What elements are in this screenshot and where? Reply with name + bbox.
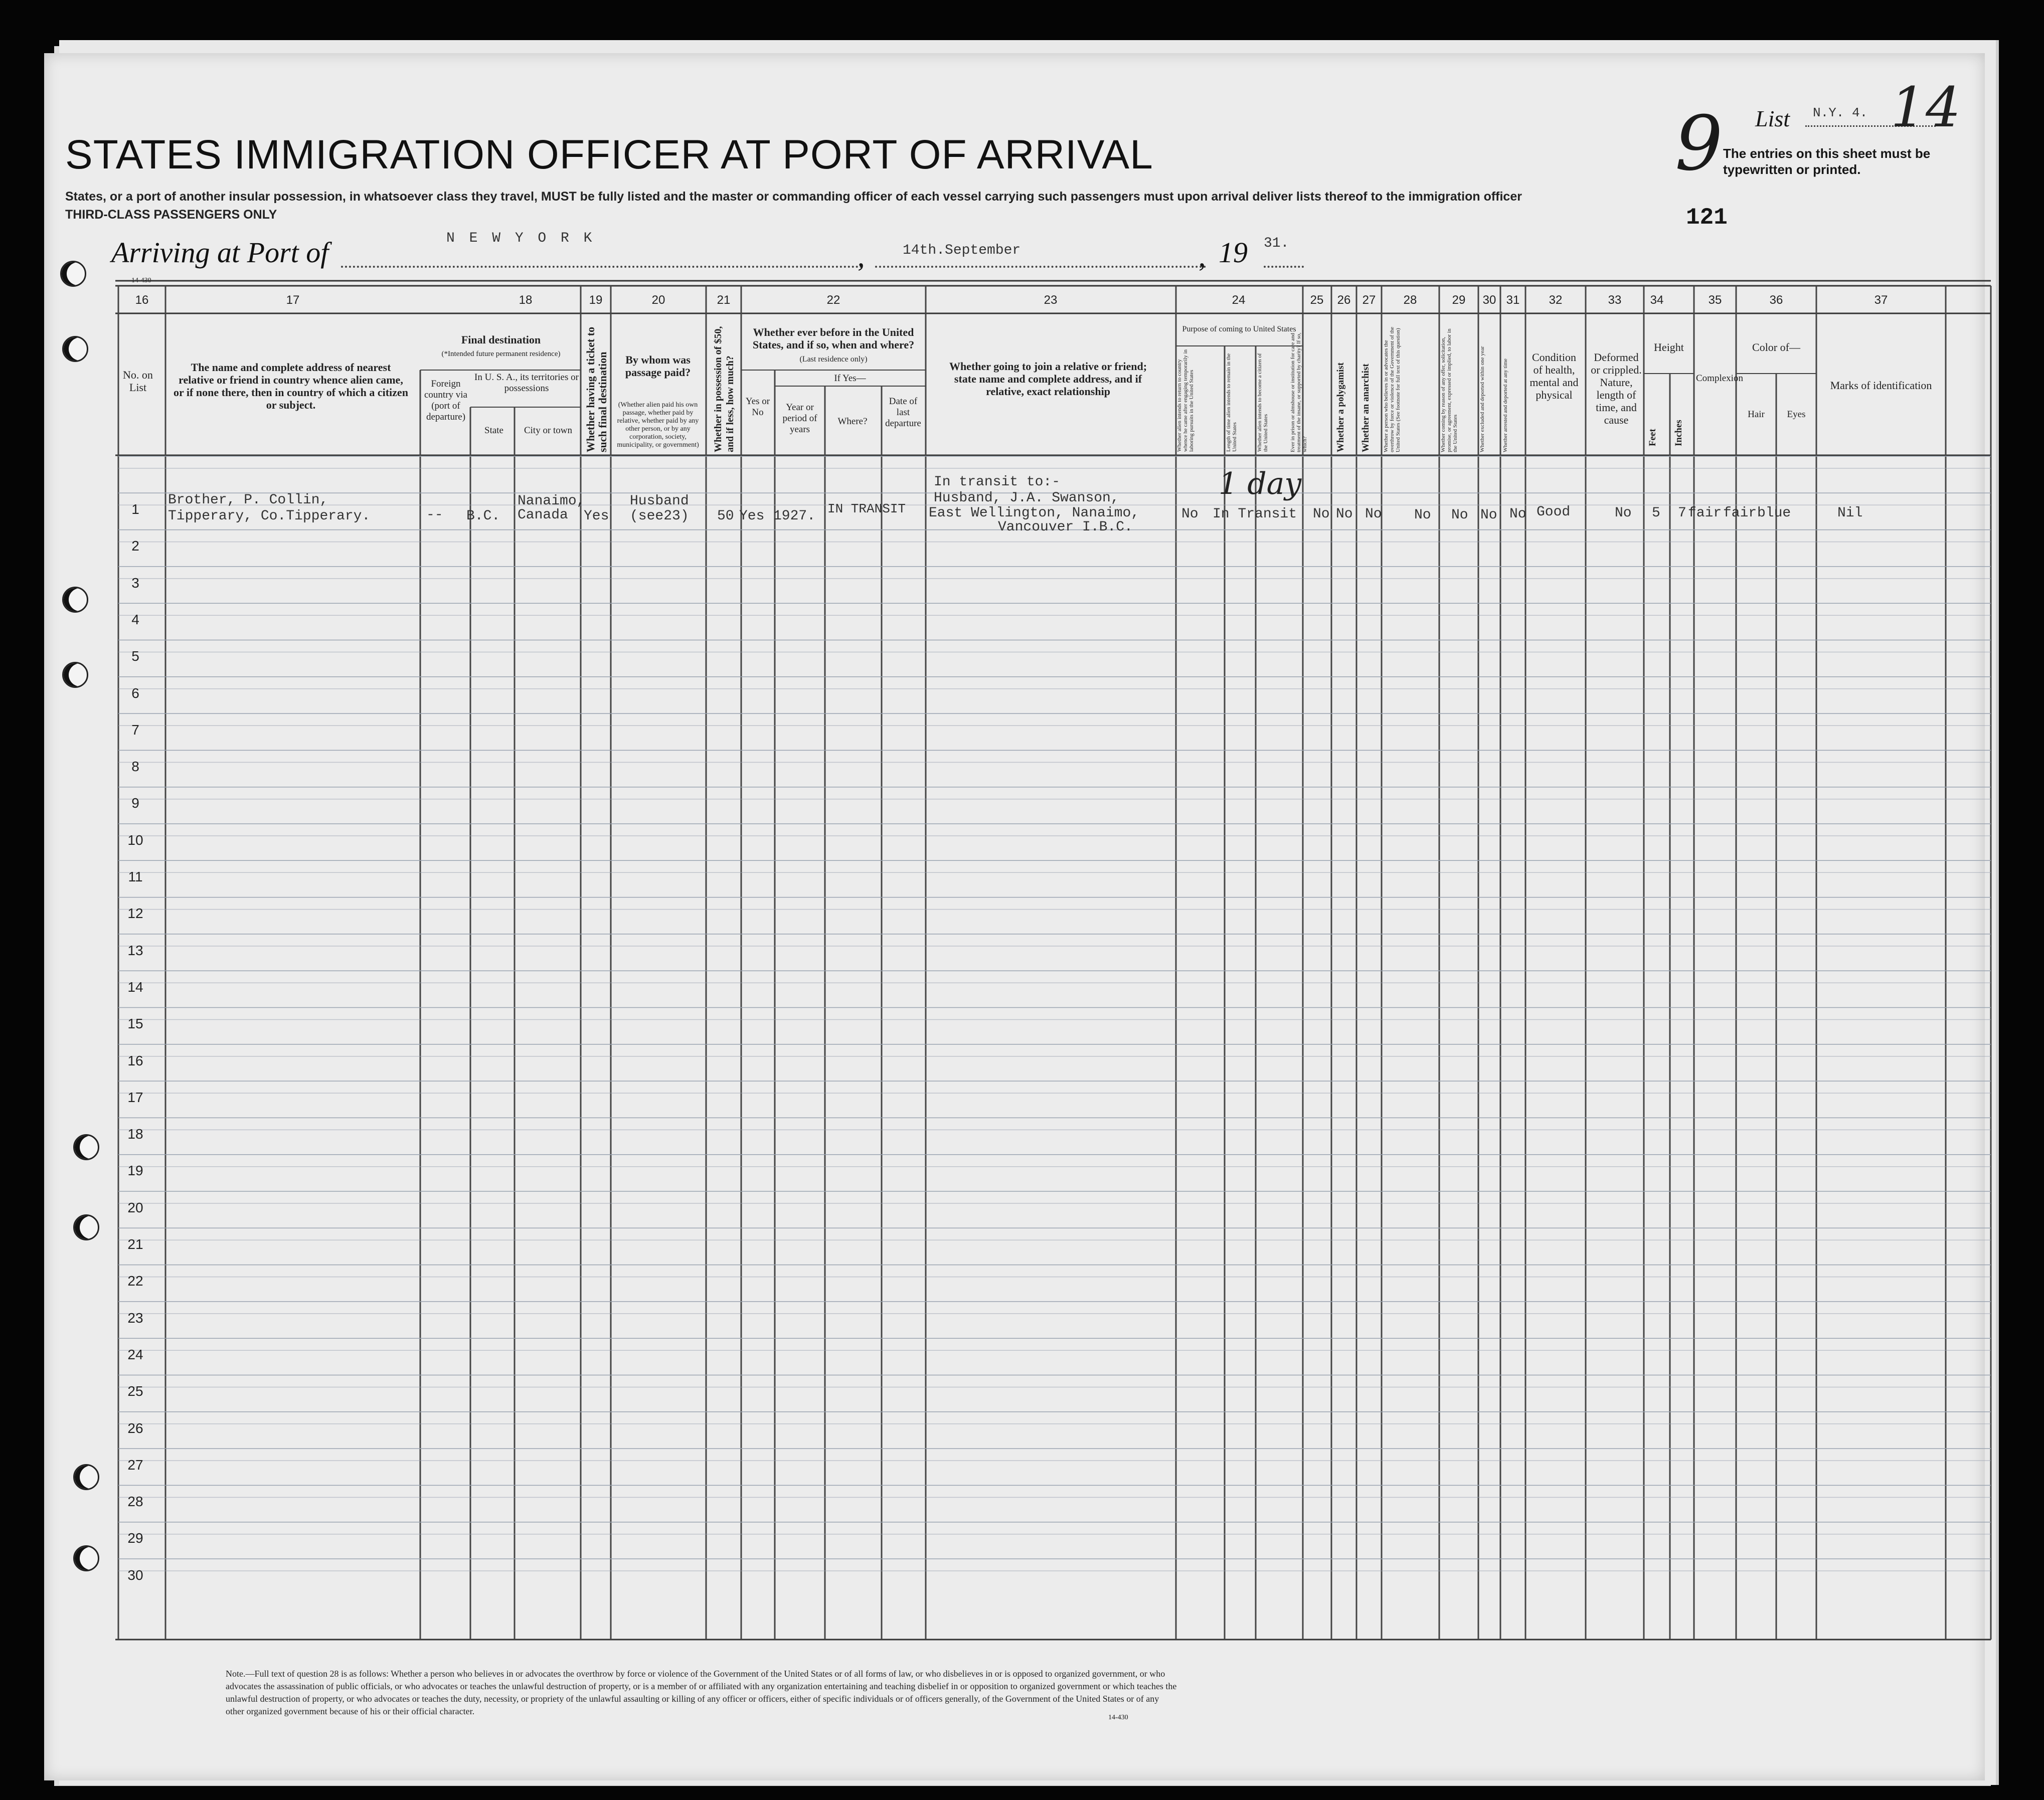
- footnote: Note.—Full text of question 28 is as follows: Whether a person who believes in or advocates the overthrow by force or violence of the Government of the United States or of all forms of law, or who disbelieves in or is opposed to organized government, or who advocates the assassination of public officials, or who advocates or teaches the unlawful destruction of property, or is a member of or affiliated with any organization entertaining and teaching disbelief in or opposition to organized government or which teaches the unlawful destruction of property, or who advocates or teaches the duty, necessity, or propriety of the unlawful assaulting or killing of any officer or officers, either of specific individuals or of officers generally, of the Government of the United States or of any other organized government because of his or their official character.: [226, 1669, 1177, 1716]
- col22-subheader: (Last residence only): [799, 355, 868, 364]
- state-value: B.C.: [466, 508, 500, 524]
- row-number: 29: [127, 1530, 143, 1546]
- row-number: 28: [127, 1494, 143, 1510]
- col34-inches-header: Inches: [1673, 420, 1684, 446]
- row-number: 30: [127, 1567, 143, 1583]
- year-prefix: 19: [1219, 236, 1248, 269]
- column-number: 18: [519, 293, 533, 307]
- join-line4: Vancouver I.B.C.: [998, 519, 1133, 535]
- col29-header: Whether coming by reason of any offer, solicitation, promise, or agreement, expressed or implied, to labor in the United States: [1440, 328, 1458, 452]
- column-number: 37: [1874, 293, 1888, 307]
- row-number: 6: [131, 685, 139, 701]
- eyes-value: blue: [1757, 505, 1791, 521]
- comma-separator: ,: [858, 240, 865, 273]
- class-line: THIRD-CLASS PASSENGERS ONLY: [65, 208, 277, 222]
- column-number: 26: [1337, 293, 1351, 307]
- complexion-value: fair: [1688, 505, 1722, 521]
- join-line2: Husband, J.A. Swanson,: [934, 490, 1119, 506]
- row-number: 20: [127, 1199, 143, 1215]
- arriving-label: Arriving at Port of: [111, 236, 329, 269]
- ticket-value: Yes: [584, 508, 609, 524]
- column-number: 33: [1608, 293, 1622, 307]
- date-value: 14th.September: [903, 243, 1021, 258]
- col35-header: Complexion: [1696, 373, 1743, 384]
- column-number: 28: [1403, 293, 1417, 307]
- column-number: 31: [1506, 293, 1520, 307]
- column-number: 30: [1482, 293, 1496, 307]
- row-number: 23: [127, 1310, 143, 1326]
- feet-value: 5: [1652, 505, 1660, 521]
- row-number: 21: [127, 1236, 143, 1252]
- comma-separator: ,: [1199, 240, 1206, 273]
- col34-feet-header: Feet: [1647, 429, 1658, 446]
- row-number: 10: [127, 832, 143, 848]
- city-line1: Nanaimo,: [518, 493, 585, 509]
- col18-foreign-header: Foreign country via (port of departure): [424, 379, 467, 422]
- row-number: 15: [127, 1016, 143, 1032]
- col20-header: By whom was passage paid?: [625, 353, 691, 379]
- col33-header: Deformed or crippled. Nature, length of time, and cause: [1591, 351, 1642, 426]
- footnote-form-number: 14-430: [1108, 1714, 1128, 1721]
- column-number: 36: [1769, 293, 1783, 307]
- relative-name: Brother, P. Collin,: [168, 492, 328, 508]
- col22-ifyes: If Yes—: [834, 373, 866, 384]
- col30-value: No: [1480, 507, 1497, 523]
- row-number: 25: [127, 1383, 143, 1399]
- column-number: 24: [1232, 293, 1246, 307]
- column-number: 27: [1362, 293, 1376, 307]
- year-value: 1927.: [773, 508, 816, 524]
- city-line2: Canada: [518, 507, 568, 523]
- col24-b-header: Length of time alien intends to remain in the United States: [1226, 353, 1238, 452]
- column-number: 19: [589, 293, 603, 307]
- col17-header: The name and complete address of nearest relative or friend in country whence alien came, or if none there, then in country of which a citizen or subject.: [174, 361, 408, 411]
- health-value: Good: [1537, 504, 1571, 520]
- col31-header: Whether arrested and deported at any time: [1502, 358, 1508, 452]
- join-line1: In transit to:-: [934, 474, 1061, 490]
- handwritten-nine: 9: [1675, 100, 1723, 188]
- col18-state-header: State: [484, 425, 503, 436]
- page-title: STATES IMMIGRATION OFFICER AT PORT OF ARRIVAL: [65, 132, 1153, 177]
- row-number: 18: [127, 1126, 143, 1142]
- row-number: 7: [131, 722, 139, 738]
- row-number: 3: [131, 575, 139, 591]
- money-value: 50: [717, 508, 734, 524]
- page-subtitle: States, or a port of another insular possession, in whatsoever class they travel, MUST be fully listed and the master or commanding officer of each vessel carrying such passengers must upon arrival deliver lists thereof to the immigration officer: [65, 190, 1522, 204]
- port-value: N E W Y O R K: [446, 231, 595, 246]
- year-suffix: 31.: [1264, 236, 1289, 251]
- foreign-port: --: [426, 507, 443, 523]
- prison-value: No: [1313, 506, 1330, 522]
- col18-city-header: City or town: [524, 425, 573, 436]
- col27-header: Whether an anarchist: [1360, 364, 1371, 452]
- column-number: 23: [1044, 293, 1058, 307]
- row-number: 27: [127, 1457, 143, 1473]
- col22-where-header: Where?: [837, 416, 868, 427]
- list-label: List: [1755, 106, 1790, 131]
- length-handwritten: 1 day: [1219, 466, 1302, 501]
- col22-date-header: Date of last departure: [885, 396, 921, 429]
- col25-header: Ever in prison or almshouse or institution for care and treatment of the insane, or supported by charity? If so, which?: [1290, 332, 1308, 452]
- row-number: 16: [127, 1052, 143, 1068]
- row-number: 26: [127, 1420, 143, 1436]
- anarchist-value: No: [1365, 506, 1382, 522]
- col21-header: Whether in possession of $50, and if less, how much?: [713, 326, 736, 452]
- col24-c-header: Whether alien intends to become a citizen of the United States: [1257, 353, 1269, 452]
- row-number: 4: [131, 611, 139, 627]
- column-number: 25: [1310, 293, 1324, 307]
- column-number: 35: [1708, 293, 1722, 307]
- list-handwritten: 14: [1891, 75, 1961, 139]
- hair-value: fair: [1723, 505, 1757, 521]
- col24-header: Purpose of coming to United States: [1182, 325, 1296, 333]
- paid-line2: (see23): [630, 508, 689, 524]
- column-number: 29: [1452, 293, 1466, 307]
- before-value: Yes: [739, 508, 765, 524]
- col22-year-header: Year or period of years: [782, 402, 817, 435]
- col23-header: Whether going to join a relative or friend; state name and complete address, and if relative, exact relationship: [949, 360, 1147, 398]
- row-number: 24: [127, 1346, 143, 1362]
- column-number: 32: [1549, 293, 1563, 307]
- row-number: 8: [131, 759, 139, 775]
- col28-header: Whether a person who believes in or advocates the overthrow by force or violence of the Government of the United States (See footnote for full text of this question): [1383, 326, 1401, 452]
- col18-usa-header: In U. S. A., its territories or possessions: [474, 372, 579, 394]
- entries-note: The entries on this sheet must be typewritten or printed.: [1723, 146, 1931, 177]
- column-number: 21: [717, 293, 731, 307]
- marks-value: Nil: [1837, 505, 1863, 521]
- row-number: 11: [128, 869, 143, 884]
- col36-eyes-header: Eyes: [1787, 409, 1806, 420]
- return-value: No: [1181, 506, 1199, 522]
- row-number: 13: [127, 942, 143, 958]
- row-number: 2: [131, 538, 139, 554]
- row-number: 19: [127, 1163, 143, 1179]
- col24-a-header: Whether alien intends to return to country whence he came after engaging temporarily in laboring pursuits in the United States: [1176, 349, 1195, 452]
- col36-header: Color of—: [1752, 341, 1800, 353]
- polygamist-value: No: [1336, 506, 1353, 522]
- length-value: In Transit: [1213, 506, 1297, 522]
- col32-header: Condition of health, mental and physical: [1529, 351, 1579, 401]
- join-line3: East Wellington, Nanaimo,: [929, 505, 1140, 521]
- col37-header: Marks of identification: [1830, 379, 1932, 392]
- list-value: N.Y. 4.: [1813, 105, 1868, 120]
- col16-header: No. on List: [123, 369, 153, 394]
- col28-value: No: [1414, 507, 1431, 523]
- where-value: IN TRANSIT: [827, 501, 906, 516]
- col26-header: Whether a polygamist: [1335, 362, 1346, 452]
- column-number: 22: [826, 293, 840, 307]
- col36-hair-header: Hair: [1748, 409, 1765, 420]
- row-number: 9: [131, 795, 139, 811]
- column-number: 17: [286, 293, 300, 307]
- form-number: 14-430: [131, 277, 151, 284]
- col29-value: No: [1451, 507, 1468, 523]
- col22-yesno-header: Yes or No: [745, 396, 770, 418]
- inches-value: 7: [1678, 505, 1686, 521]
- col18-subheader: (*Intended future permanent residence): [441, 350, 561, 358]
- row-number: 17: [127, 1089, 143, 1105]
- relative-address: Tipperary, Co.Tipperary.: [168, 508, 371, 524]
- row-number: 5: [131, 648, 139, 664]
- column-number: 34: [1650, 293, 1664, 307]
- column-number: 16: [135, 293, 149, 307]
- paid-line1: Husband: [630, 493, 689, 509]
- col20-subheader: (Whether alien paid his own passage, whether paid by relative, whether paid by any other person, or by any corporation, society, municipality, or government): [617, 401, 699, 449]
- col31-value: No: [1509, 506, 1526, 522]
- deformed-value: No: [1615, 505, 1632, 521]
- col18-header: Final destination: [461, 333, 541, 346]
- row-number: 1: [131, 501, 139, 517]
- sheet-number: 121: [1686, 205, 1728, 231]
- col19-header: Whether having a ticket to such final destination: [584, 326, 609, 452]
- col34-header: Height: [1654, 341, 1684, 353]
- col22-header: Whether ever before in the United States, and if so, when and where?: [752, 326, 915, 351]
- column-number: 20: [651, 293, 665, 307]
- row-number: 12: [127, 906, 143, 922]
- row-number: 22: [127, 1273, 143, 1289]
- col30-header: Whether excluded and deported within one year: [1479, 346, 1485, 452]
- row-number: 14: [127, 979, 143, 995]
